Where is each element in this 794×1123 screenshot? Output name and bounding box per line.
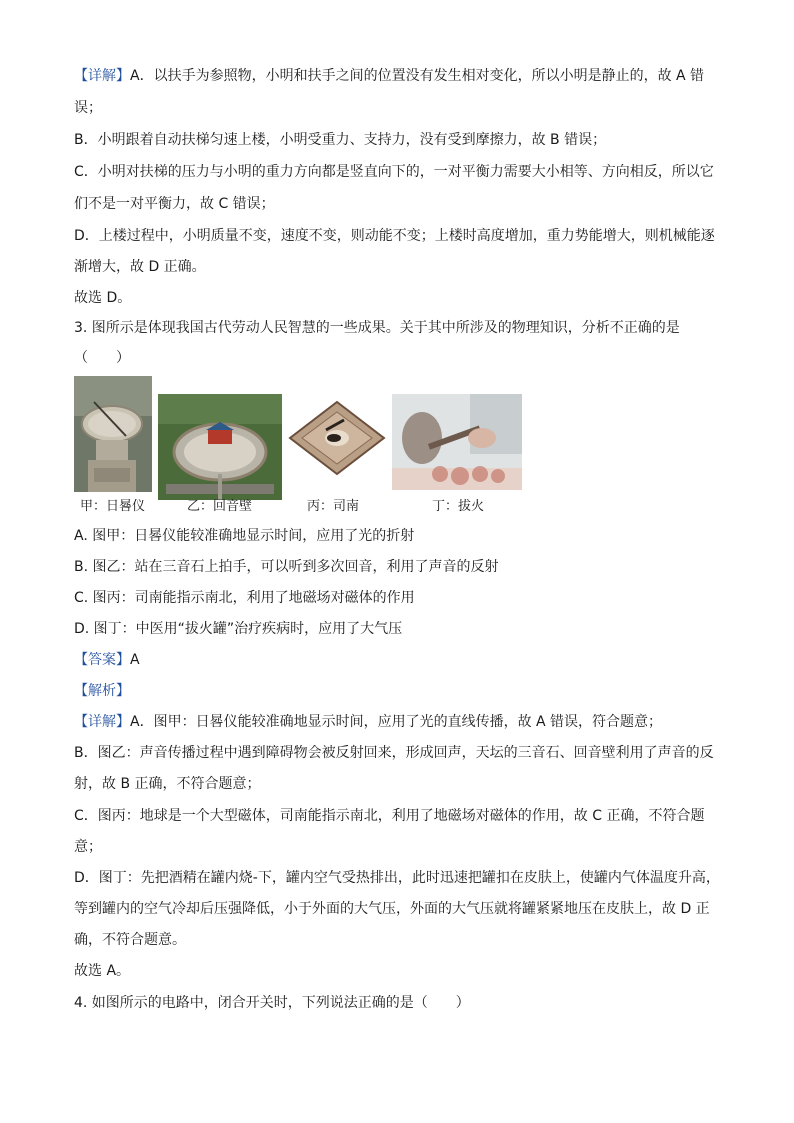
q2-detail-line-1: 【详解】A．以扶手为参照物，小明和扶手之间的位置没有发生相对变化，所以小明是静止的，故 A 错 (74, 68, 705, 84)
q3-detail-line-7: 等到罐内的空气冷却后压强降低，小于外面的大气压，外面的大气压就将罐紧紧地压在皮肤上，故 D 正 (74, 901, 710, 917)
caption-sundial: 甲：日晷仪 (80, 499, 146, 514)
q3-conclusion: 故选 A。 (74, 963, 131, 979)
q2-detail-line-4: C．小明对扶梯的压力与小明的重力方向都是竖直向下的，一对平衡力需要大小相等、方向相反，所以它 (74, 164, 714, 180)
answer-line (74, 650, 140, 670)
cupping-image (392, 394, 522, 490)
option-c: C. 图丙：司南能指示南北，利用了地磁场对磁体的作用 (74, 590, 415, 606)
q2-detail-line-7: 渐增大，故 D 正确。 (74, 259, 206, 275)
q3-detail-line-1: 【详解】A．图甲：日晷仪能较准确地显示时间，应用了光的直线传播，故 A 错误，符合题意； (74, 714, 663, 730)
q2-detail-line-6: D．上楼过程中，小明质量不变，速度不变，则动能不变；上楼时高度增加，重力势能增大，则机械能逐 (74, 228, 715, 244)
answer-value: A (130, 652, 140, 668)
q2-detail-line-5: 们不是一对平衡力，故 C 错误； (74, 196, 275, 212)
option-b: B. 图乙：站在三音石上拍手，可以听到多次回音，利用了声音的反射 (74, 559, 499, 575)
q3-detail-line-2: B．图乙：声音传播过程中遇到障碍物会被反射回来，形成回声，天坛的三音石、回音壁利用了声音的反 (74, 745, 714, 761)
option-d: D. 图丁：中医用“拔火罐”治疗疾病时，应用了大气压 (74, 621, 403, 637)
caption-cupping: 丁：拔火 (432, 499, 485, 514)
q3-detail-line-5: 意； (74, 839, 102, 855)
q3-detail-line-3: 射，故 B 正确，不符合题意； (74, 776, 261, 792)
sundial-image (74, 376, 152, 492)
detail-label: 【详解】 (74, 714, 130, 730)
q2-detail-line-2: 误； (74, 100, 102, 116)
caption-echo-wall: 乙：回音壁 (187, 499, 253, 514)
q3-stem: 3. 图所示是体现我国古代劳动人民智慧的一些成果。关于其中所涉及的物理知识，分析不正确的是 (74, 320, 680, 336)
q3-blank: （ ） (74, 350, 130, 366)
answer-label: 【答案】 (74, 652, 130, 668)
option-a: A. 图甲：日晷仪能较准确地显示时间，应用了光的折射 (74, 528, 415, 544)
q2-detail-line-3: B．小明跟着自动扶梯匀速上楼，小明受重力、支持力，没有受到摩擦力，故 B 错误； (74, 132, 607, 148)
q2-conclusion: 故选 D。 (74, 290, 132, 306)
q3-detail-line-4: C．图丙：地球是一个大型磁体，司南能指示南北，利用了地磁场对磁体的作用，故 C 正确，不符合题 (74, 808, 705, 824)
caption-compass: 丙：司南 (307, 499, 360, 514)
q3-detail-line-6: D．图丁：先把酒精在罐内烧-下，罐内空气受热排出，此时迅速把罐扣在皮肤上，使罐内气体温度升高， (74, 870, 720, 886)
detail-label: 【详解】 (74, 68, 130, 84)
echo-wall-image (158, 394, 282, 500)
analysis-label: 【解析】 (74, 683, 130, 699)
q4-stem: 4. 如图所示的电路中，闭合开关时，下列说法正确的是（ ） (74, 995, 470, 1011)
compass-spoon-image (286, 394, 388, 480)
q3-detail-line-8: 确，不符合题意。 (74, 932, 186, 948)
